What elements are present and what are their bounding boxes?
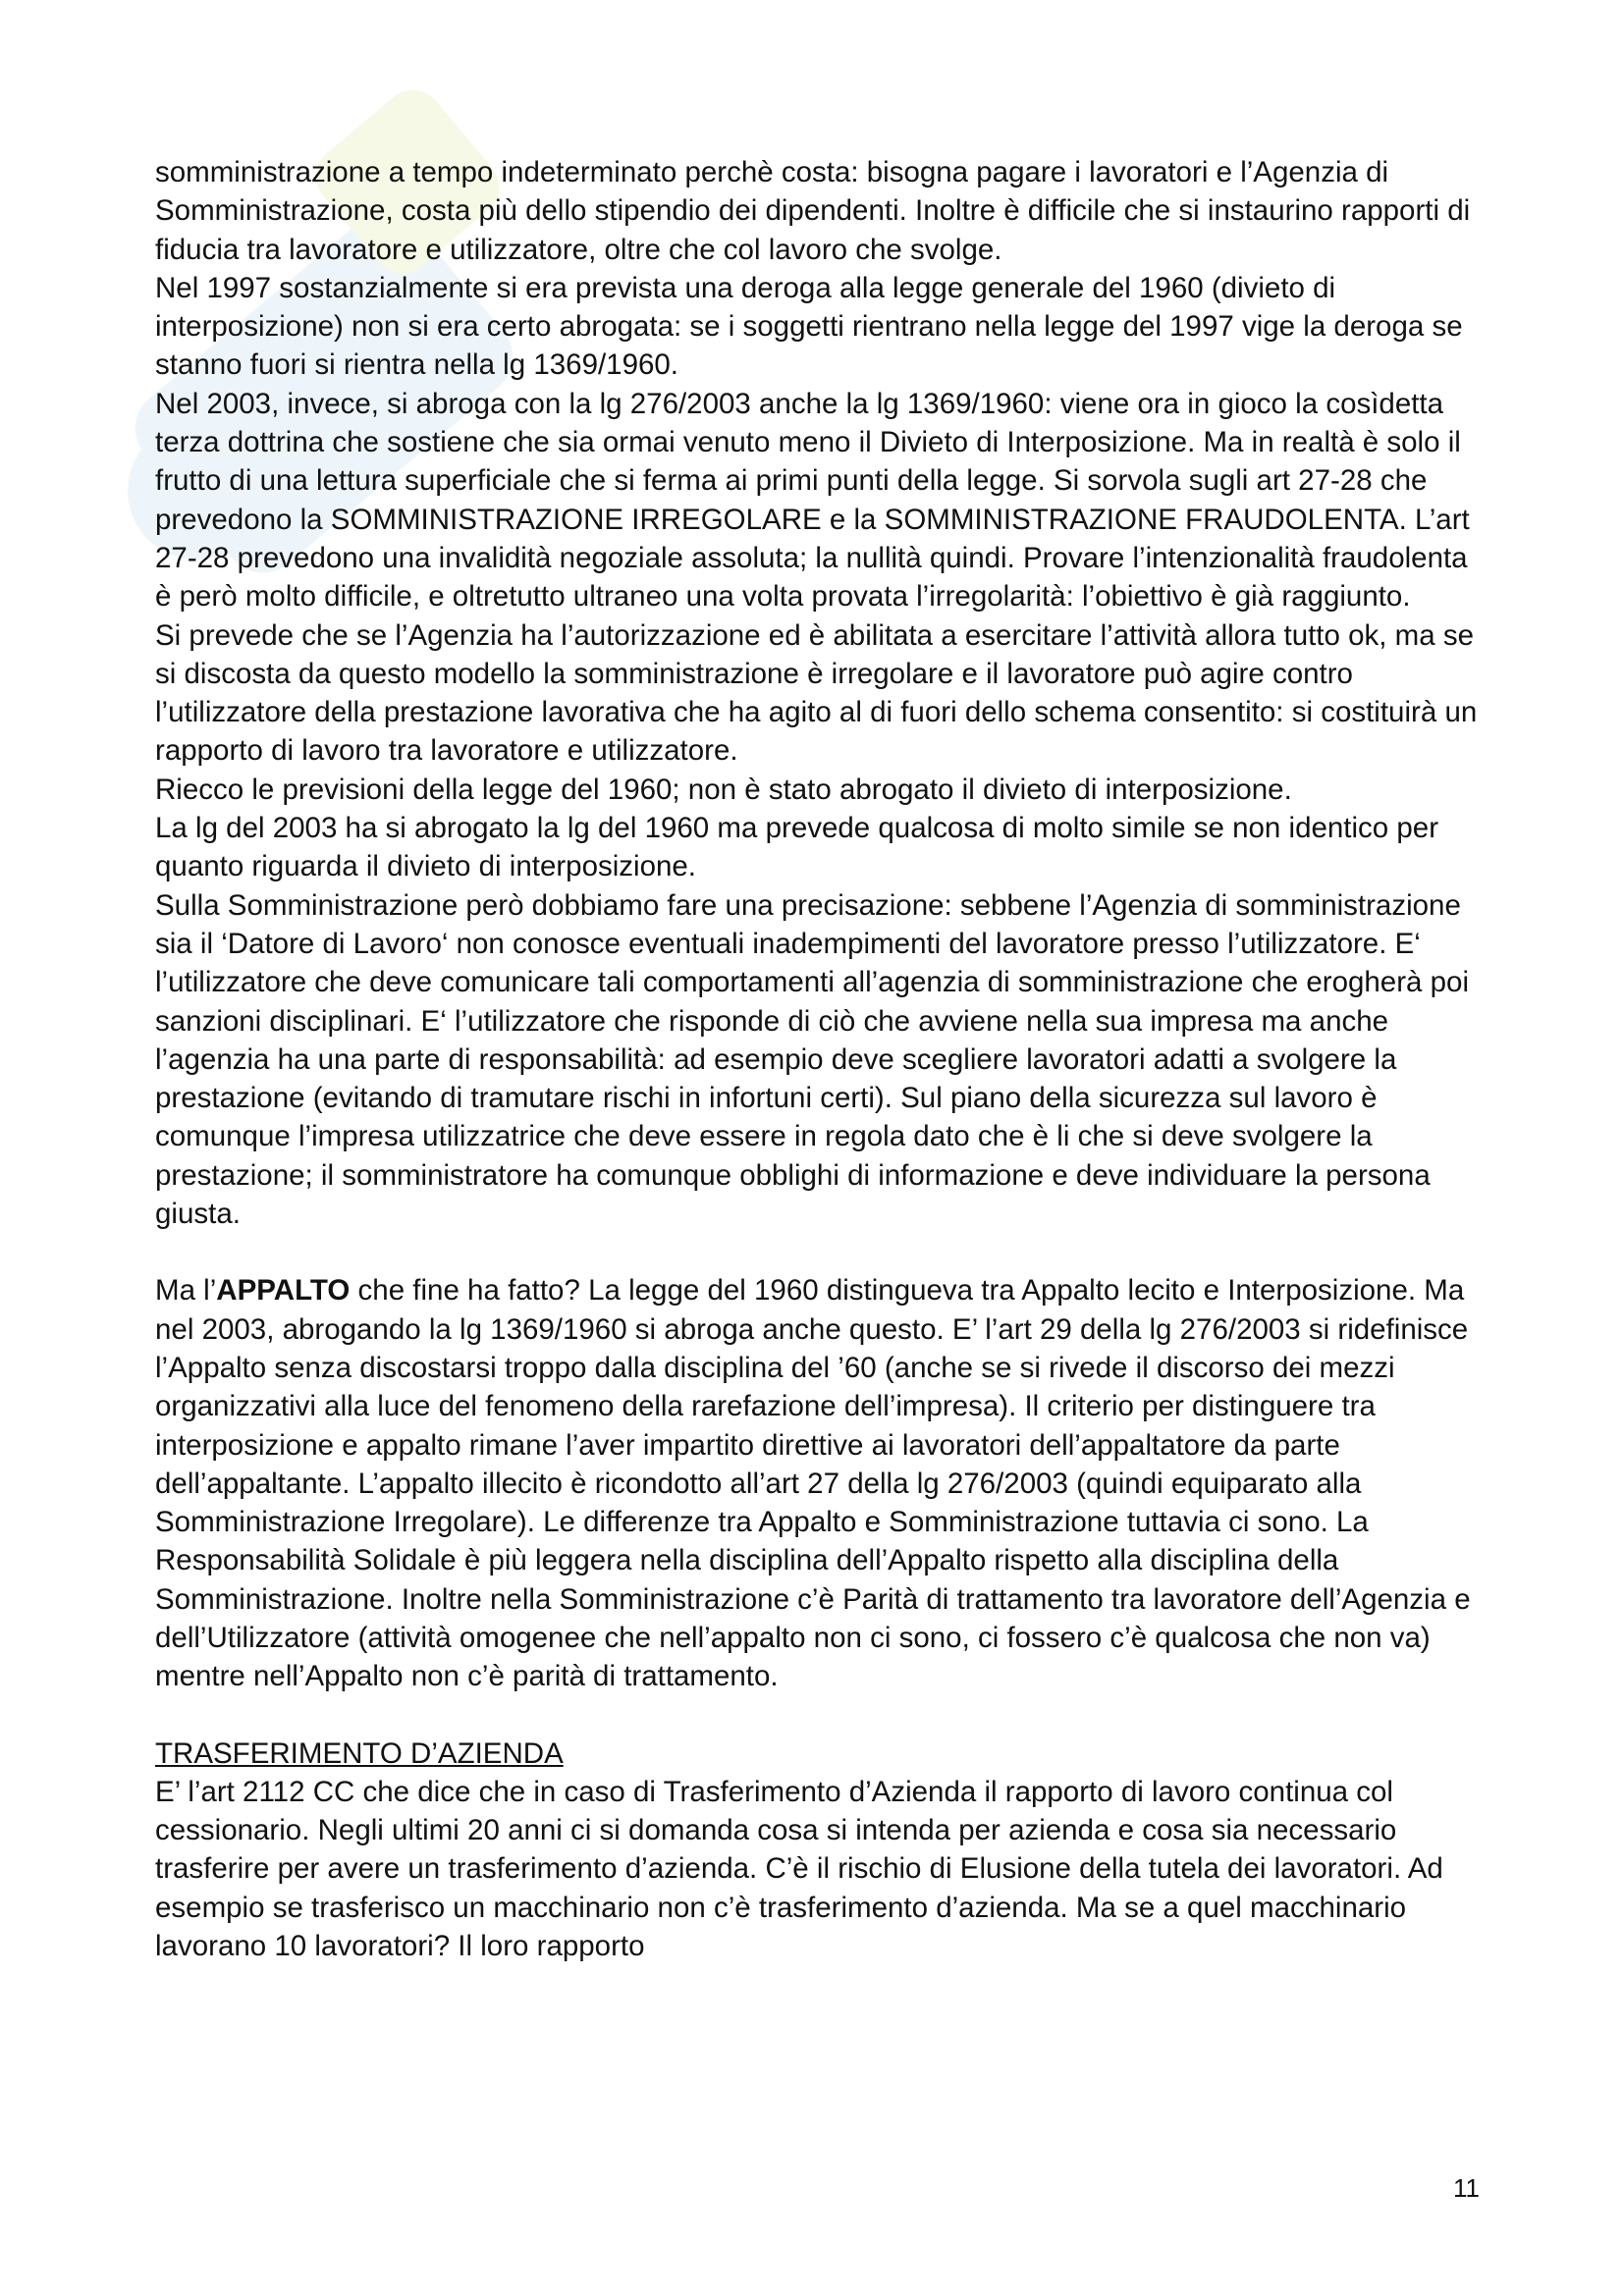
trasferimento-paragraph: E’ l’art 2112 CC che dice che in caso di Trasferimento d’Azienda il rapporto di lavoro continua col cessionario. Negli ultimi 20 anni ci si domanda cosa si intenda per azienda e cosa sia necessario trasferire per avere un trasferimento d’azienda. C’è il rischio di Elusione della tutela dei lavoratori. Ad esempio se trasferisco un macchinario non c’è trasferimento d’azienda. Ma se a quel macchinario lavorano 10 lavoratori? Il loro rapporto	[155, 1775, 1443, 1963]
appalto-bold-term: APPALTO	[216, 1274, 351, 1308]
paragraph: Nel 2003, invece, si abroga con la lg 276/2003 anche la lg 1369/1960: viene ora in gioco la cosìdetta terza dottrina che sostiene che sia ormai venuto meno il Divieto di Interposizione. Ma in realtà è solo il frutto di una lettura superficiale che si ferma ai primi punti della legge. Si sorvola sugli art 27-28 che prevedono la SOMMINISTRAZIONE IRREGOLARE e la SOMMINISTRAZIONE FRAUDOLENTA. L’art 27-28 prevedono una invalidità negoziale assoluta; la nullità quindi. Provare l’intenzionalità fraudolenta è però molto difficile, e oltretutto ultraneo una volta provata l’irregolarità: l’obiettivo è già raggiunto.	[155, 387, 1470, 614]
document-page	[155, 153, 1490, 1965]
paragraph-gap	[155, 1696, 1490, 1735]
paragraph: Nel 1997 sostanzialmente si era prevista una deroga alla legge generale del 1960 (divieto di interposizione) non si era certo abrogata: se i soggetti rientrano nella legge del 1997 vige la deroga se stanno fuori si rientra nella lg 1369/1960.	[155, 271, 1463, 382]
page-number: 11	[1453, 2173, 1480, 2203]
paragraph: somministrazione a tempo indeterminato perchè costa: bisogna pagare i lavoratori e l’Agenzia di Somministrazione, costa più dello stipendio dei dipendenti. Inoltre è difficile che si instaurino rapporti di fiducia tra lavoratore e utilizzatore, oltre che col lavoro che svolge.	[155, 156, 1471, 266]
paragraph: Riecco le previsioni della legge del 1960; non è stato abrogato il divieto di interposizione.	[155, 773, 1292, 806]
paragraph: Si prevede che se l’Agenzia ha l’autorizzazione ed è abilitata a esercitare l’attività allora tutto ok, ma se si discosta da questo modello la somministrazione è irregolare e il lavoratore può agire contro l’utilizzatore della prestazione lavorativa che ha agito al di fuori dello schema consentito: si costituirà un rapporto di lavoro tra lavoratore e utilizzatore.	[155, 618, 1478, 768]
paragraph-gap	[155, 1233, 1490, 1271]
paragraph: Sulla Somministrazione però dobbiamo fare una precisazione: sebbene l’Agenzia di somministrazione sia il ‘Datore di Lavoro‘ non conosce eventuali inadempimenti del lavoratore presso l’utilizzatore. E‘ l’utilizzatore che deve comunicare tali comportamenti all’agenzia di somministrazione che erogherà poi sanzioni disciplinari. E‘ l’utilizzatore che risponde di ciò che avviene nella sua impresa ma anche l’agenzia ha una parte di responsabilità: ad esempio deve scegliere lavoratori adatti a svolgere la prestazione (evitando di tramutare rischi in infortuni certi). Sul piano della sicurezza sul lavoro è comunque l’impresa utilizzatrice che deve essere in regola dato che è li che si deve svolgere la prestazione; il somministratore ha comunque obblighi di informazione e deve individuare la persona giusta.	[155, 888, 1470, 1231]
section-heading-trasferimento: TRASFERIMENTO D’AZIENDA	[155, 1736, 564, 1770]
appalto-paragraph	[155, 1271, 1490, 1695]
appalto-rest: che fine ha fatto? La legge del 1960 distingueva tra Appalto lecito e Interposizione. Ma nel 2003, abrogando la lg 1369/1960 si abroga anche questo. E’ l’art 29 della lg 276/2003 si ridefinisce l’Appalto senza discostarsi troppo dalla disciplina del ’60 (anche se si rivede il discorso dei mezzi organizzativi alla luce del fenomeno della rarefazione dell’impresa). Il criterio per distinguere tra interposizione e appalto rimane l’aver impartito direttive ai lavoratori dell’appaltatore da parte dell’appaltante. L’appalto illecito è ricondotto all’art 27 della lg 276/2003 (quindi equiparato alla Somministrazione Irregolare). Le differenze tra Appalto e Somministrazione tuttavia ci sono. La Responsabilità Solidale è più leggera nella disciplina dell’Appalto rispetto alla disciplina della Somministrazione. Inoltre nella Somministrazione c’è Parità di trattamento tra lavoratore dell’Agenzia e dell’Utilizzatore (attività omogenee che nell’appalto non ci sono, ci fossero c’è qualcosa che non va) mentre nell’Appalto non c’è parità di trattamento.	[155, 1274, 1471, 1693]
paragraph: La lg del 2003 ha si abrogato la lg del 1960 ma prevede qualcosa di molto simile se non identico per quanto riguarda il divieto di interposizione.	[155, 812, 1439, 883]
appalto-lead: Ma l’	[155, 1274, 217, 1308]
